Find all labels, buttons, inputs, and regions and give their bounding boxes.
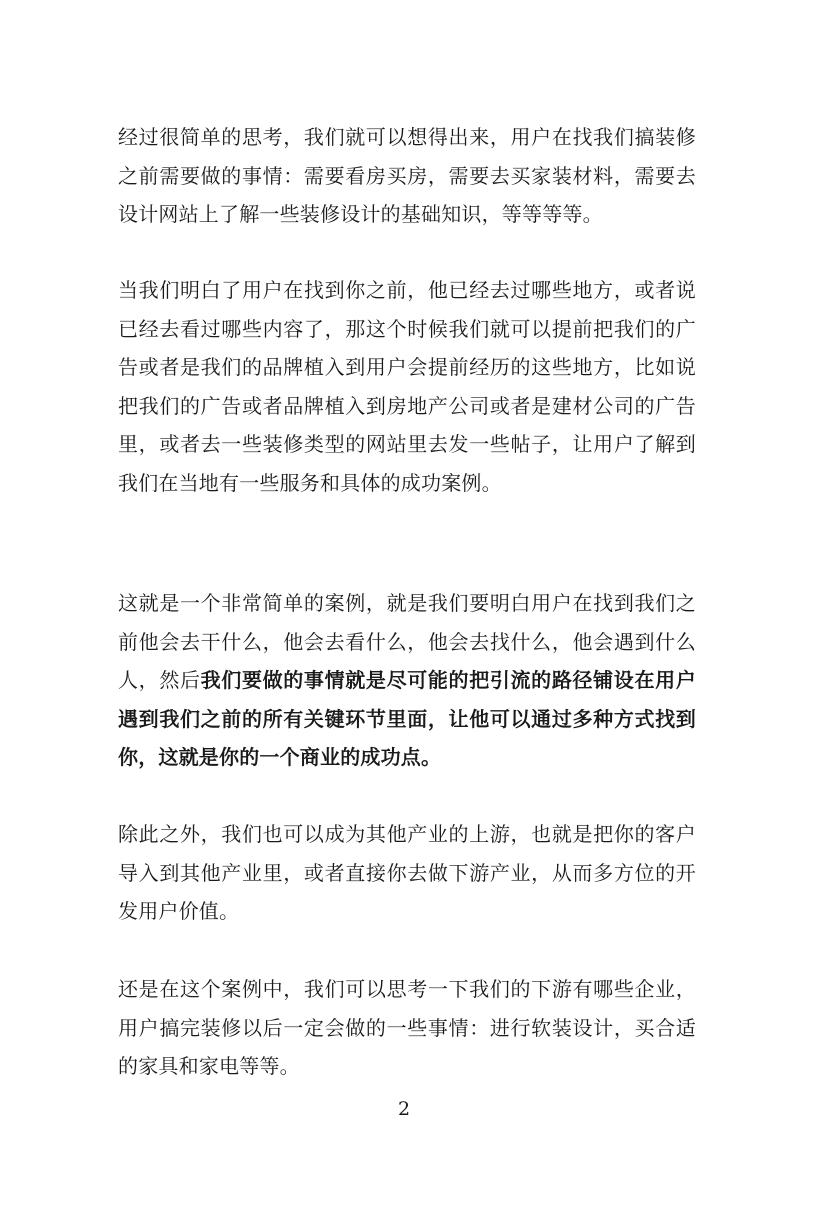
- paragraph-4-text: 除此之外，我们也可以成为其他产业的上游，也就是把你的客户导入到其他产业里，或者直接你去做下游产业，从而多方位的开发用户价值。: [118, 822, 696, 923]
- paragraph-2: [118, 271, 696, 502]
- paragraph-5: [118, 970, 696, 1086]
- paragraph-1-text: 经过很简单的思考，我们就可以想得出来，用户在找我们搞装修之前需要做的事情：需要看房买房，需要去买家装材料，需要去设计网站上了解一些装修设计的基础知识，等等等等。: [118, 125, 696, 226]
- paragraph-5-text: 还是在这个案例中，我们可以思考一下我们的下游有哪些企业，用户搞完装修以后一定会做的一些事情：进行软装设计，买合适的家具和家电等等。: [118, 977, 696, 1078]
- paragraph-3-text: 这就是一个非常简单的案例，就是我们要明白用户在找到我们之前他会去干什么，他会去看什么，他会去找什么，他会遇到什么人，然后: [118, 591, 696, 692]
- paragraph-4: [118, 815, 696, 931]
- paragraph-3-bold-text: 我们要做的事情就是尽可能的把引流的路径铺设在用户遇到我们之前的所有关键环节里面，让他可以通过多种方式找到你，这就是你的一个商业的成功点。: [118, 668, 696, 769]
- paragraph-2-text: 当我们明白了用户在找到你之前，他已经去过哪些地方，或者说已经去看过哪些内容了，那这个时候我们就可以提前把我们的广告或者是我们的品牌植入到用户会提前经历的这些地方，比如说把我们的广告或者品牌植入到房地产公司或者是建材公司的广告里，或者去一些装修类型的网站里去发一些帖子，让用户了解到我们在当地有一些服务和具体的成功案例。: [118, 278, 696, 495]
- page-number: 2: [397, 1098, 411, 1120]
- paragraph-3: [118, 584, 696, 777]
- paragraph-1: [118, 118, 696, 234]
